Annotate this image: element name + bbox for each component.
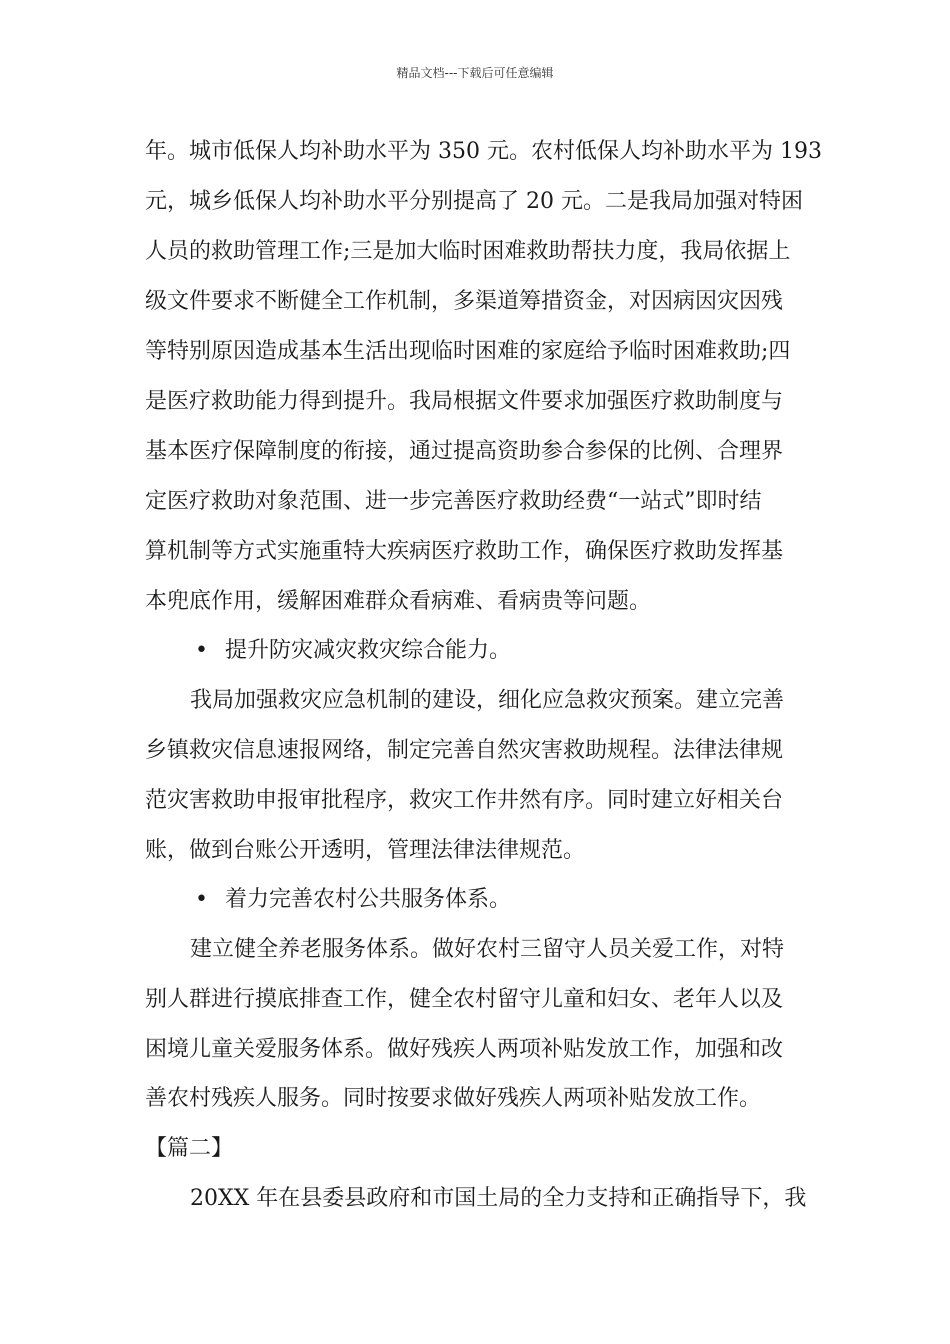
paragraph-line: 建立健全养老服务体系。做好农村三留守人员关爱工作，对特 [190, 937, 785, 962]
paragraph-line: 困境儿童关爱服务体系。做好残疾人两项补贴发放工作，加强和改 [145, 1037, 784, 1062]
paragraph-line: 等特别原因造成基本生活出现临时困难的家庭给予临时困难救助;四 [145, 339, 791, 364]
paragraph-line: 人员的救助管理工作;三是加大临时困难救助帮扶力度，我局依据上 [145, 239, 791, 264]
paragraph-line: 算机制等方式实施重特大疾病医疗救助工作，确保医疗救助发挥基 [145, 539, 784, 564]
bullet-item [195, 885, 511, 915]
bullet-marker: • [195, 887, 208, 912]
paragraph-line: 定医疗救助对象范围、进一步完善医疗救助经费“一站式”即时结 [145, 489, 762, 514]
paragraph-line: 我局加强救灾应急机制的建设，细化应急救灾预案。建立完善 [190, 688, 785, 713]
paragraph-line: 年。城市低保人均补助水平为 350 元。农村低保人均补助水平为 193 [145, 139, 822, 164]
paragraph-line: 基本医疗保障制度的衔接，通过提高资助参合参保的比例、合理界 [145, 439, 784, 464]
bullet-text: 提升防灾减灾救灾综合能力。 [225, 638, 512, 663]
section-heading: 【篇二】 [145, 1136, 234, 1161]
bullet-text: 着力完善农村公共服务体系。 [225, 887, 512, 912]
bullet-item [195, 636, 511, 666]
paragraph-line: 级文件要求不断健全工作机制，多渠道筹措资金，对因病因灾因残 [145, 289, 784, 314]
page-header: 精品文档---下载后可任意编辑 [396, 66, 554, 80]
paragraph-line: 善农村残疾人服务。同时按要求做好残疾人两项补贴发放工作。 [145, 1086, 762, 1111]
bullet-marker: • [195, 638, 208, 663]
paragraph-line: 是医疗救助能力得到提升。我局根据文件要求加强医疗救助制度与 [145, 389, 784, 414]
paragraph-line: 元，城乡低保人均补助水平分别提高了 20 元。二是我局加强对特困 [145, 189, 803, 214]
paragraph-line: 范灾害救助申报审批程序，救灾工作井然有序。同时建立好相关台 [145, 788, 784, 813]
paragraph-line: 别人群进行摸底排查工作，健全农村留守儿童和妇女、老年人以及 [145, 987, 784, 1012]
paragraph-line: 20XX 年在县委县政府和市国土局的全力支持和正确指导下，我 [190, 1186, 807, 1211]
paragraph-line: 账，做到台账公开透明，管理法律法律规范。 [145, 838, 586, 863]
paragraph-line: 本兜底作用，缓解困难群众看病难、看病贵等问题。 [145, 589, 652, 614]
paragraph-line: 乡镇救灾信息速报网络，制定完善自然灾害救助规程。法律法律规 [145, 738, 784, 763]
